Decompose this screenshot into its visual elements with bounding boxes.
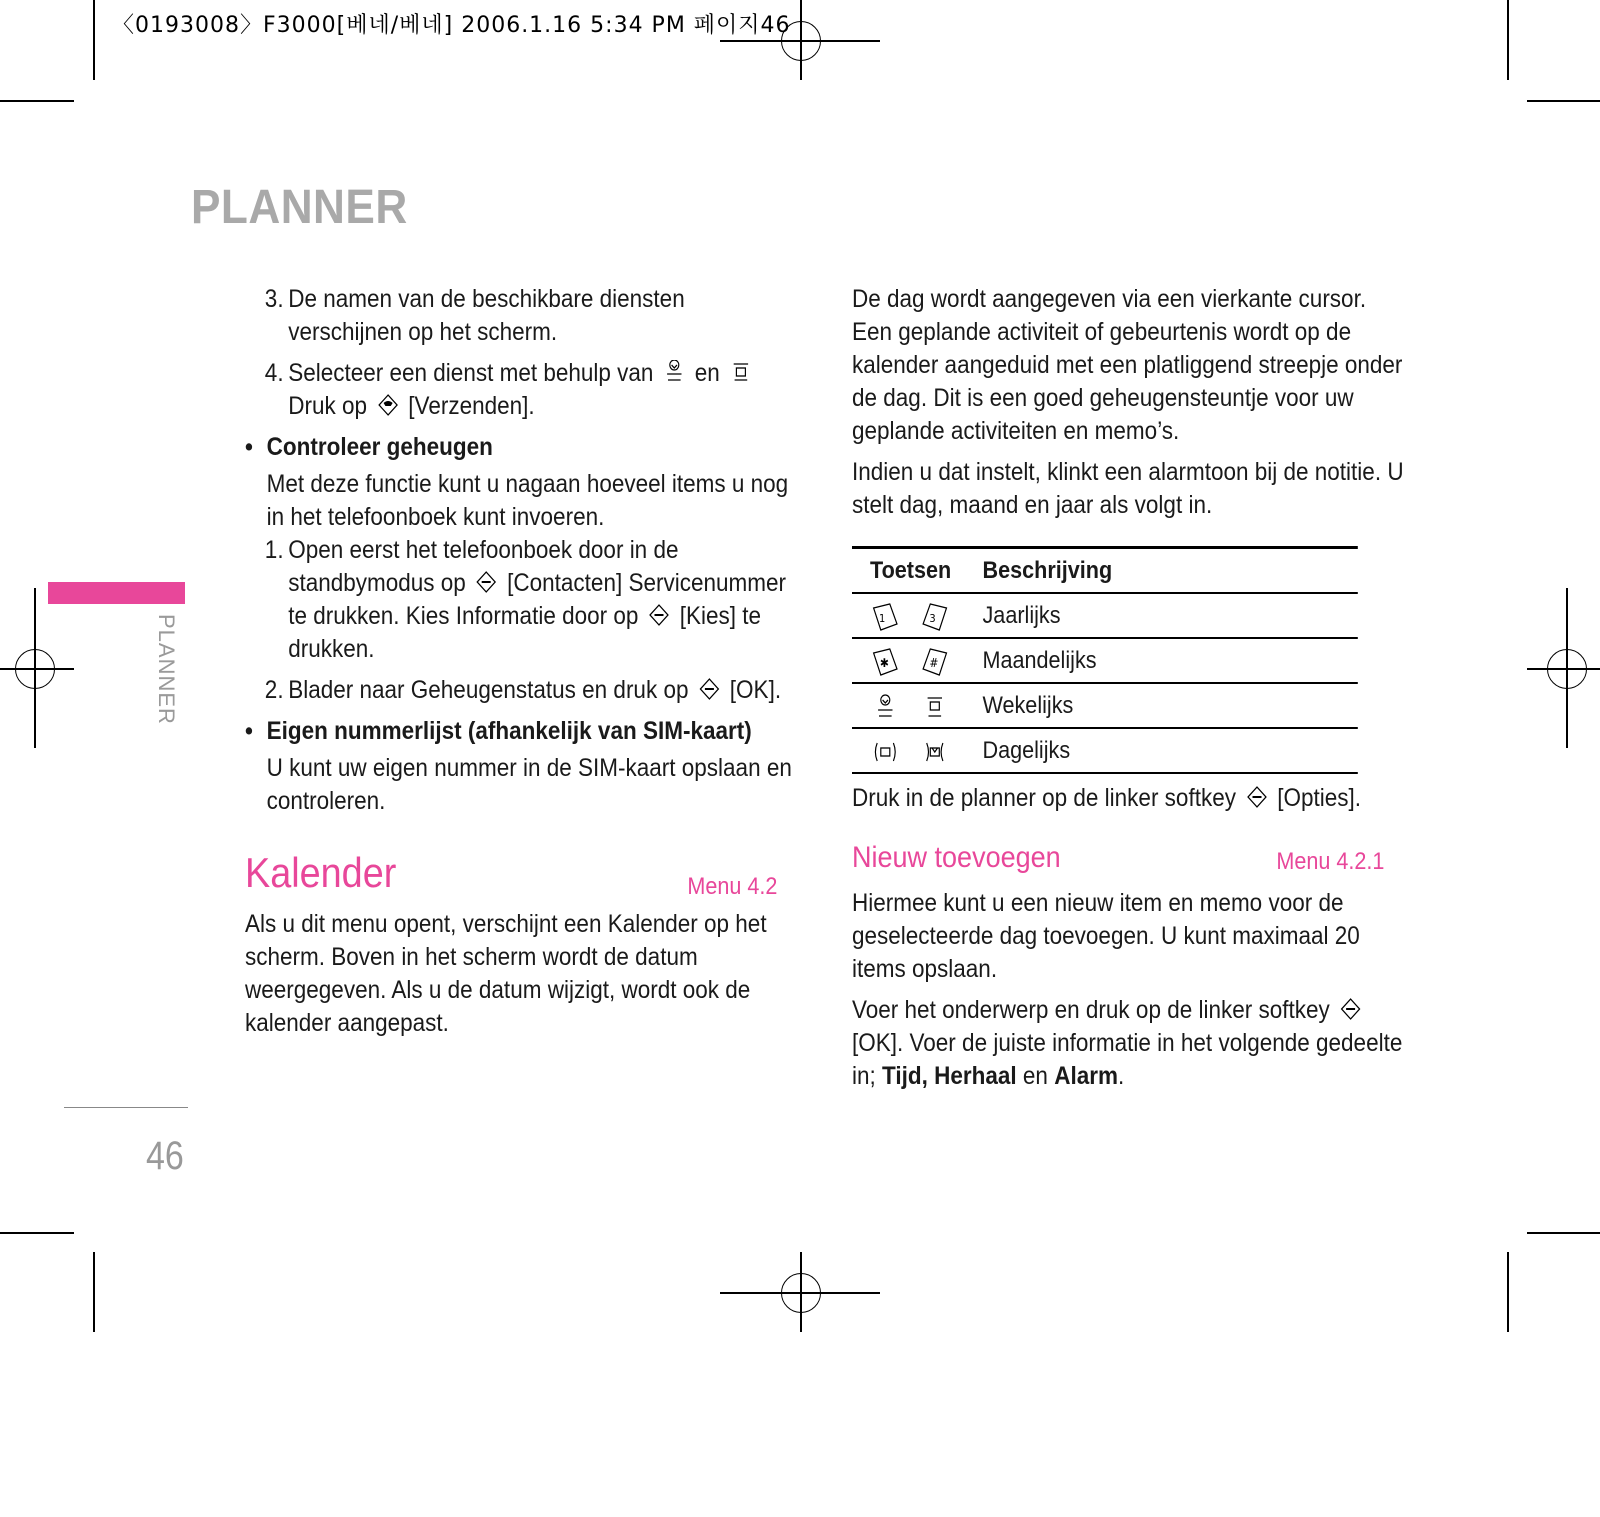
table-row [852, 728, 1358, 773]
footer-rule [64, 1107, 188, 1108]
table-cell-description: Jaarlijks [982, 602, 1061, 629]
key-hash-icon [919, 647, 950, 677]
table-cell-description: Maandelijks [982, 647, 1097, 674]
list-item-number: 1. [264, 536, 284, 564]
section-tab-bar [48, 582, 185, 604]
crop-mark [1527, 100, 1600, 102]
options-text: Druk in de planner op de linker softkey [852, 784, 1236, 812]
cursor-paragraph: De dag wordt aangegeven via een vierkante cursor. Een geplande activiteit of gebeurtenis wordt op de kalender aangeduid met een platliggend streepje onder de dag. Dit is een goed geheugensteuntje voor uw geplande activiteiten en memo’s. [852, 285, 1403, 445]
table-cell-description: Wekelijks [982, 692, 1074, 719]
list-item [245, 534, 804, 666]
subject-text: [OK]. Voer de juiste informatie in het volgende gedeelte in; [852, 1029, 1403, 1090]
list-item-text: [Contacten] Servicenummer te drukken. Kies Informatie door op [288, 569, 787, 630]
table-cell-keys [852, 593, 983, 638]
crop-mark [1507, 1252, 1509, 1332]
own-number-description: U kunt uw eigen nummer in de SIM-kaart opslaan en controleren. [266, 754, 792, 815]
list-item-number: 3. [264, 285, 284, 313]
options-paragraph [852, 782, 1411, 815]
list-item-number: 4. [264, 359, 284, 387]
left-column [245, 283, 805, 1040]
kalender-description: Als u dit menu opent, verschijnt een Kalender op het scherm. Boven in het scherm wordt de datum weergegeven. Als u de datum wijzigt, wordt ook de kalender aangepast. [245, 910, 767, 1037]
alarm-paragraph: Indien u dat instelt, klinkt een alarmtoon bij de notitie. U stelt dag, maand en jaar als volgt in. [852, 458, 1404, 519]
section-side-label: PLANNER [154, 614, 179, 725]
list-item-text: [OK]. [729, 676, 782, 704]
subject-bold-alarm: Alarm [1054, 1062, 1118, 1090]
key-star-icon [870, 647, 901, 677]
print-info-header: 〈0193008〉F3000[베네/베네] 2006.1.16 5:34 PM 페이지46 [112, 13, 791, 38]
table-cell-keys [852, 638, 983, 683]
crop-mark [93, 1252, 95, 1332]
subject-end: . [1117, 1062, 1125, 1090]
new-item-heading [852, 841, 1411, 881]
softkey-left-icon [697, 677, 720, 701]
subject-text: en [1022, 1062, 1048, 1090]
registration-mark [781, 1273, 821, 1313]
nav-up-icon [662, 360, 685, 384]
page-number: 46 [146, 1134, 184, 1178]
subject-text: Voer het onderwerp en druk op de linker softkey [852, 996, 1330, 1024]
softkey-right-icon [475, 570, 498, 594]
key-left-icon [870, 737, 901, 767]
table-header-description: Beschrijving [982, 557, 1113, 584]
memory-description: Met deze functie kunt u nagaan hoeveel items u nog in het telefoonboek kunt invoeren. [266, 470, 789, 531]
new-item-menu-ref: Menu 4.2.1 [1276, 848, 1385, 875]
list-item-number: 2. [264, 676, 284, 704]
kalender-title: Kalender [245, 849, 397, 896]
key-3-icon [919, 602, 950, 632]
subject-bold-time-repeat: Tijd, Herhaal [882, 1062, 1017, 1090]
svg-text:3: 3 [929, 612, 936, 625]
nav-up-icon [870, 692, 901, 722]
table-header-keys: Toetsen [870, 557, 952, 584]
new-item-title: Nieuw toevoegen [852, 841, 1061, 874]
table-row [852, 683, 1358, 728]
right-column [852, 283, 1412, 1093]
table-cell-description: Dagelijks [982, 737, 1071, 764]
list-item-text: De namen van de beschikbare diensten verschijnen op het scherm. [288, 285, 685, 346]
send-key-icon [376, 393, 399, 417]
registration-mark [15, 649, 55, 689]
table-header-row [852, 548, 1358, 594]
list-item-text: Druk op [288, 392, 367, 420]
list-item-text: en [694, 359, 720, 387]
options-label: [Opties]. [1277, 784, 1362, 812]
registration-mark [1547, 649, 1587, 689]
crop-mark [1507, 0, 1509, 80]
table-cell-keys [852, 683, 983, 728]
crop-mark [1527, 1232, 1600, 1234]
table-cell-keys [852, 728, 983, 773]
table-row [852, 593, 1358, 638]
crop-mark [0, 1232, 74, 1234]
new-item-description: Hiermee kunt u een nieuw item en memo voor de geselecteerde dag toevoegen. U kunt maximaal 20 items opslaan. [852, 889, 1360, 983]
nav-down-icon [919, 692, 950, 722]
list-item [245, 283, 804, 349]
list-item-text: Open eerst het telefoonboek door in de standbymodus op [288, 536, 679, 597]
crop-mark [93, 0, 95, 80]
svg-text:#: # [929, 655, 939, 670]
section-heading-memory: • Controleer geheugen [245, 431, 804, 464]
softkey-left-icon [647, 603, 670, 627]
softkey-left-icon [1339, 997, 1362, 1021]
list-item-text: Blader naar Geheugenstatus en druk op [288, 676, 689, 704]
svg-text:✱: ✱ [879, 655, 889, 670]
page-title: PLANNER [191, 181, 408, 234]
subject-paragraph [852, 994, 1411, 1093]
keys-table [852, 546, 1358, 774]
kalender-menu-ref: Menu 4.2 [687, 873, 778, 900]
list-item [245, 357, 804, 423]
list-item-text: [Kies] te drukken. [288, 602, 762, 663]
crop-mark [0, 100, 74, 102]
section-heading-own-number: • Eigen nummerlijst (afhankelijk van SIM-kaart) [245, 715, 804, 748]
list-item [245, 674, 804, 707]
svg-text:1: 1 [879, 612, 886, 625]
key-1-icon [870, 602, 901, 632]
nav-down-icon [729, 360, 752, 384]
list-item-text: Selecteer een dienst met behulp van [288, 359, 654, 387]
table-row [852, 638, 1358, 683]
key-right-icon [919, 737, 950, 767]
softkey-left-icon [1245, 785, 1268, 809]
list-item-text: [Verzenden]. [408, 392, 535, 420]
kalender-heading [245, 849, 804, 908]
